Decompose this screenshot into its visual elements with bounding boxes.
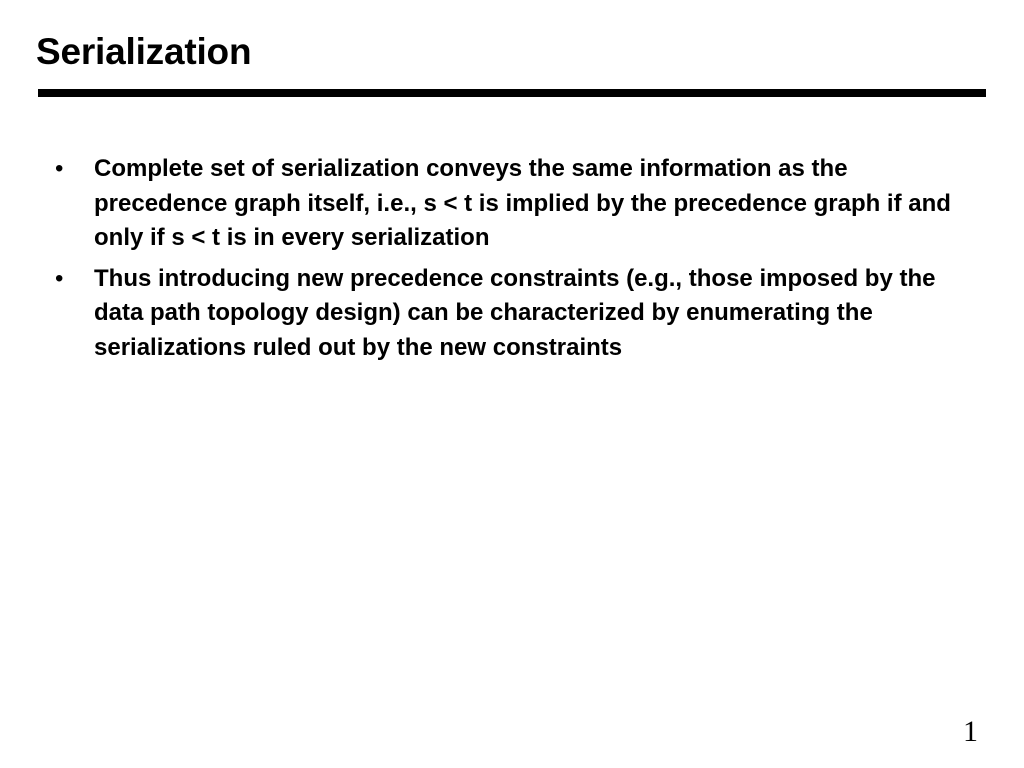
bullet-text: Thus introducing new precedence constraints (e.g., those imposed by the data path topology design) can be characterized by enumerating the serializations ruled out by the new constraints <box>94 264 936 361</box>
bullet-marker: • <box>55 264 64 292</box>
slide-title: Serialization <box>36 31 252 72</box>
bullet-item <box>55 262 975 366</box>
page-number: 1 <box>963 715 978 748</box>
bullet-item <box>55 152 975 256</box>
title-divider <box>38 89 986 97</box>
bullet-marker: • <box>55 155 64 182</box>
bullet-list <box>55 152 975 371</box>
bullet-text: Complete set of serialization conveys the same information as the precedence graph itself, i.e., s < t is implied by the precedence graph if and only if s < t is in every serialization <box>94 155 951 251</box>
